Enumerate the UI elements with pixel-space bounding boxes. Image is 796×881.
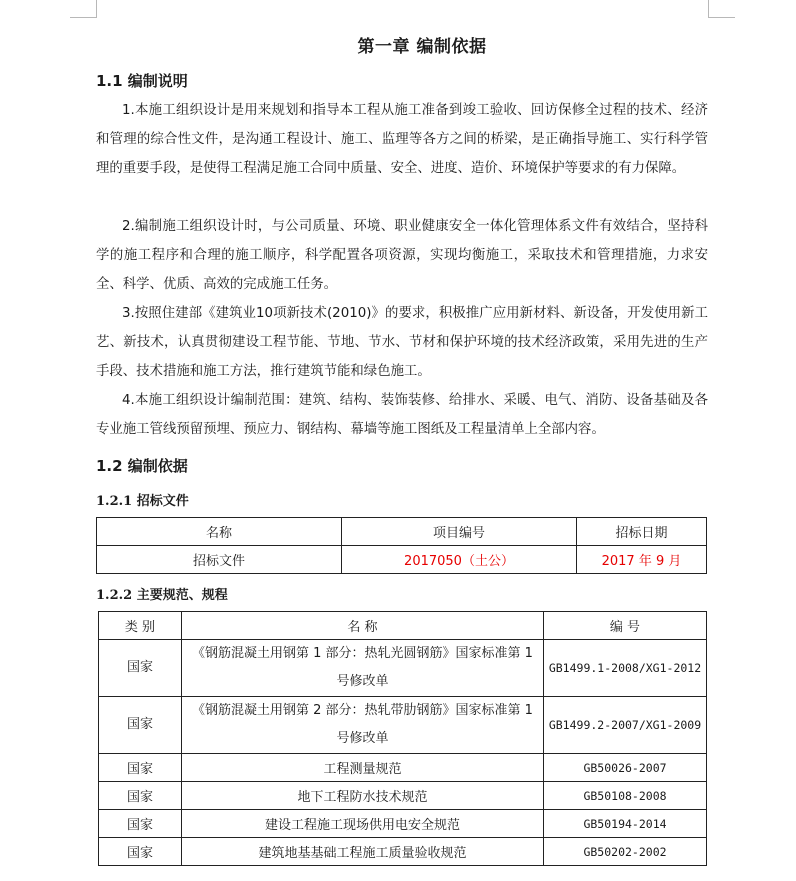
paragraph-2: 2.编制施工组织设计时，与公司质量、环境、职业健康安全一体化管理体系文件有效结合，坚持科学的施工程序和合理的施工顺序，科学配置各项资源，实现均衡施工，采取技术和管理措施，力求安全、科学、优质、高效的完成施工任务。 — [96, 219, 708, 292]
table-cell-code: GB50194-2014 — [544, 810, 707, 838]
crop-mark-left — [96, 0, 97, 18]
table-cell-type: 国家 — [99, 838, 182, 866]
table-row — [99, 838, 707, 866]
table-cell-name: 建筑地基基础工程施工质量验收规范 — [182, 838, 544, 866]
table-header-cell: 名称 — [97, 518, 342, 546]
chapter-title: 第一章 编制依据 — [357, 37, 487, 57]
standards-table — [98, 611, 707, 866]
table-cell-name: 《钢筋混凝土用钢第 1 部分：热轧光圆钢筋》国家标准第 1 号修改单 — [182, 640, 544, 697]
subsection-heading-1-2-2: 1.2.2 主要规范、规程 — [96, 588, 228, 603]
crop-mark-right-h — [708, 17, 735, 18]
table-cell-code: GB50108-2008 — [544, 782, 707, 810]
paragraph-4: 4.本施工组织设计编制范围：建筑、结构、装饰装修、给排水、采暖、电气、消防、设备基础及各专业施工管线预留预埋、预应力、钢结构、幕墙等施工图纸及工程量清单上全部内容。 — [96, 393, 708, 437]
paragraph-3: 3.按照住建部《建筑业10项新技术(2010)》的要求，积极推广应用新材料、新设备，开发使用新工艺、新技术，认真贯彻建设工程节能、节地、节水、节材和保护环境的技术经济政策，采用先进的生产手段、技术措施和施工方法，推行建筑节能和绿色施工。 — [96, 306, 708, 379]
crop-mark-right — [708, 0, 709, 18]
table-cell-code: GB50202-2002 — [544, 838, 707, 866]
table-row — [97, 546, 707, 574]
table-header-cell: 编 号 — [544, 612, 707, 640]
section-heading-1-1: 1.1 编制说明 — [96, 72, 188, 90]
table-cell-name: 地下工程防水技术规范 — [182, 782, 544, 810]
table-cell-type: 国家 — [99, 754, 182, 782]
table-cell-name: 建设工程施工现场供用电安全规范 — [182, 810, 544, 838]
table-cell-code: GB1499.2-2007/XG1-2009 — [544, 697, 707, 754]
paragraph-1: 1.本施工组织设计是用来规划和指导本工程从施工准备到竣工验收、回访保修全过程的技术、经济和管理的综合性文件，是沟通工程设计、施工、监理等各方之间的桥梁，是正确指导施工、实行科学管理的重要手段，是使得工程满足施工合同中质量、安全、进度、造价、环境保护等要求的有力保障。 — [96, 103, 708, 176]
table-header-cell: 招标日期 — [577, 518, 707, 546]
table-header-cell: 项目编号 — [342, 518, 577, 546]
table-cell-code: GB1499.1-2008/XG1-2012 — [544, 640, 707, 697]
table-row — [99, 782, 707, 810]
table-cell-type: 国家 — [99, 782, 182, 810]
table-cell-name: 工程测量规范 — [182, 754, 544, 782]
crop-mark-left-h — [70, 17, 97, 18]
section-heading-1-2: 1.2 编制依据 — [96, 457, 188, 475]
table-row — [99, 810, 707, 838]
table-header-row — [97, 518, 707, 546]
table-header-row — [99, 612, 707, 640]
table-cell-type: 国家 — [99, 697, 182, 754]
tender-document-table — [96, 517, 707, 574]
table-cell-code: GB50026-2007 — [544, 754, 707, 782]
table-cell-type: 国家 — [99, 810, 182, 838]
table-cell-name: 《钢筋混凝土用钢第 2 部分：热轧带肋钢筋》国家标准第 1 号修改单 — [182, 697, 544, 754]
table-header-cell: 名 称 — [182, 612, 544, 640]
table-cell-type: 国家 — [99, 640, 182, 697]
table-cell-project-number: 2017050（土公） — [342, 546, 577, 574]
table-cell-tender-date: 2017 年 9 月 — [577, 546, 707, 574]
subsection-heading-1-2-1: 1.2.1 招标文件 — [96, 494, 189, 509]
table-header-cell: 类 别 — [99, 612, 182, 640]
table-row — [99, 697, 707, 754]
table-cell-name: 招标文件 — [97, 546, 342, 574]
table-row — [99, 754, 707, 782]
table-row — [99, 640, 707, 697]
